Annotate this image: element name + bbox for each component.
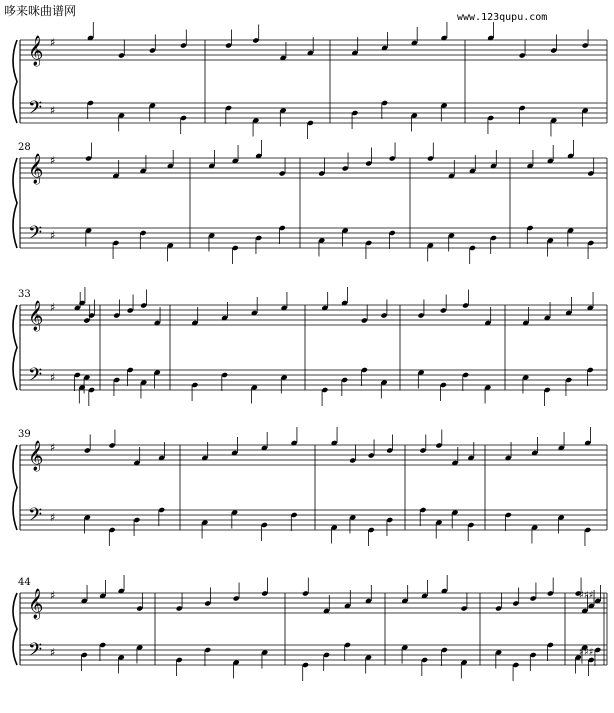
brace <box>13 158 17 248</box>
key-signature-sharp: ♯ <box>50 229 56 242</box>
key-signature-sharp: ♯ <box>50 36 56 49</box>
treble-clef: 𝄞 <box>28 36 44 66</box>
score-system <box>13 427 607 546</box>
bass-clef: 𝄢 <box>28 640 43 665</box>
brace <box>13 445 17 530</box>
key-signature-sharps: ♯♯♯ <box>579 647 594 658</box>
key-signature-sharp: ♯ <box>50 154 56 167</box>
brace <box>13 40 17 123</box>
score-system <box>13 575 607 681</box>
key-signature-sharp: ♯ <box>50 104 56 117</box>
treble-clef: 𝄞 <box>28 301 44 331</box>
bass-clef: 𝄢 <box>28 505 43 530</box>
measure-number: 33 <box>18 289 31 300</box>
treble-clef: 𝄞 <box>28 154 44 184</box>
brace <box>13 593 17 665</box>
key-signature-sharp: ♯ <box>50 371 56 384</box>
brace <box>13 305 17 390</box>
key-signature-sharp: ♯ <box>50 589 56 602</box>
treble-clef: 𝄞 <box>28 441 44 471</box>
bass-clef: 𝄢 <box>28 98 43 123</box>
treble-clef: 𝄞 <box>28 589 44 619</box>
bass-clef: 𝄢 <box>28 223 43 248</box>
site-title: 哆来咪曲谱网 <box>4 4 77 18</box>
score-system <box>13 140 607 264</box>
score-system <box>13 287 607 406</box>
measure-number: 39 <box>18 429 31 440</box>
score-system <box>13 22 607 139</box>
key-signature-sharp: ♯ <box>50 646 56 659</box>
measure-number: 44 <box>18 577 31 588</box>
key-signature-sharp: ♯ <box>50 511 56 524</box>
bass-clef: 𝄢 <box>28 365 43 390</box>
key-signature-sharp: ♯ <box>50 441 56 454</box>
key-signature-sharps: ♯♯♯ <box>579 590 594 601</box>
measure-number: 28 <box>18 142 31 153</box>
site-url: www.123qupu.com <box>457 12 548 23</box>
key-signature-sharp: ♯ <box>50 301 56 314</box>
